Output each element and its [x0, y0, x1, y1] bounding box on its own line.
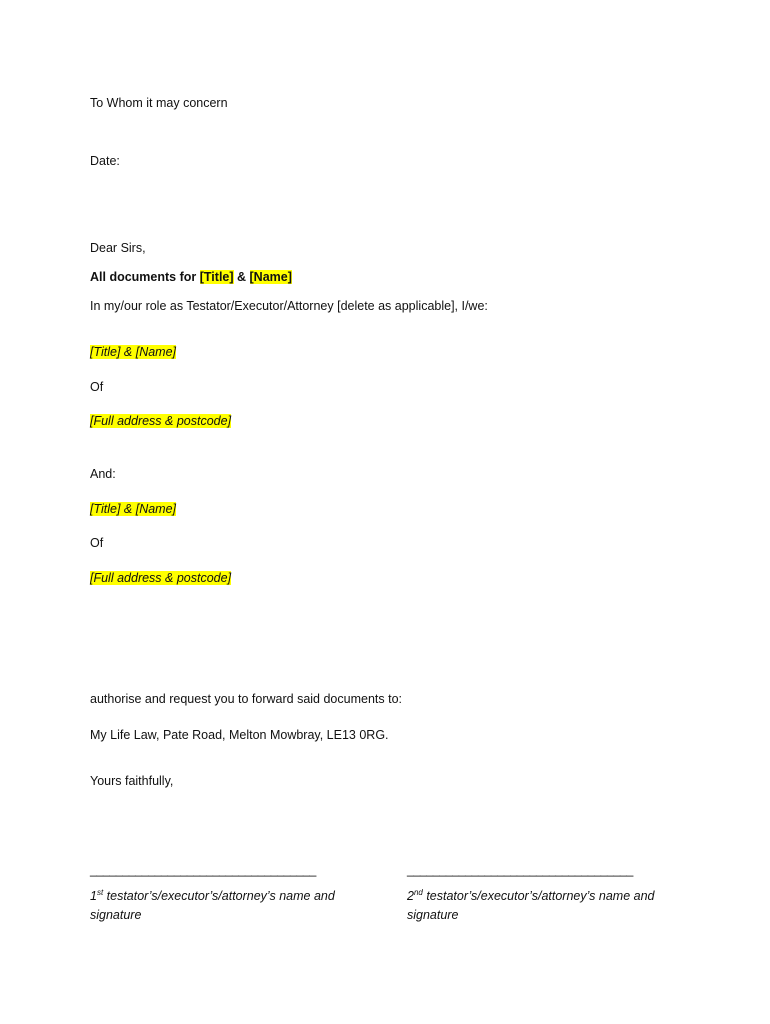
subject-prefix: All documents for	[90, 270, 200, 284]
signature-line-2: ___________________________________	[407, 863, 633, 877]
and-label: And:	[90, 467, 116, 481]
signature-block-1	[90, 862, 360, 925]
signature-caption-2-line1: testator’s/executor’s/attorney’s name and	[422, 889, 655, 903]
closing: Yours faithfully,	[90, 774, 174, 788]
party2-name-text: [Title] & [Name]	[90, 502, 177, 516]
greeting: Dear Sirs,	[90, 241, 146, 255]
signature-caption-2	[407, 887, 677, 925]
party1-address-placeholder	[90, 413, 231, 429]
signature-caption-1-line2: signature	[90, 908, 142, 922]
salutation-to-whom: To Whom it may concern	[90, 96, 228, 110]
party2-of-label: Of	[90, 536, 104, 550]
authorise-statement: authorise and request you to forward said documents to:	[90, 692, 402, 706]
subject-line	[90, 269, 292, 285]
subject-ampersand: &	[233, 270, 250, 284]
party1-name-placeholder	[90, 344, 176, 360]
party2-name-placeholder	[90, 501, 176, 517]
subject-name-placeholder: [Name]	[249, 270, 292, 284]
party1-of-label: Of	[90, 380, 104, 394]
signature-ordinal-2: 2	[407, 889, 414, 903]
party1-name-text: [Title] & [Name]	[90, 345, 177, 359]
signature-caption-1-line1: testator’s/executor’s/attorney’s name and	[103, 889, 335, 903]
party2-address-placeholder	[90, 570, 231, 586]
party2-address-text: [Full address & postcode]	[90, 571, 232, 585]
subject-title-placeholder: [Title]	[199, 270, 234, 284]
signature-ordinal-1: 1	[90, 889, 97, 903]
signature-caption-1	[90, 887, 360, 925]
signature-caption-2-line2: signature	[407, 908, 459, 922]
forward-address: My Life Law, Pate Road, Melton Mowbray, LE13 0RG.	[90, 728, 389, 742]
signature-ordinal-suffix-2: nd	[413, 887, 423, 897]
signature-ordinal-suffix-1: st	[96, 887, 104, 897]
signature-block-2	[407, 862, 677, 925]
role-statement: In my/our role as Testator/Executor/Attorney [delete as applicable], I/we:	[90, 299, 488, 313]
party1-address-text: [Full address & postcode]	[90, 414, 232, 428]
date-label: Date:	[90, 154, 120, 168]
signature-line-1: ___________________________________	[90, 863, 316, 877]
